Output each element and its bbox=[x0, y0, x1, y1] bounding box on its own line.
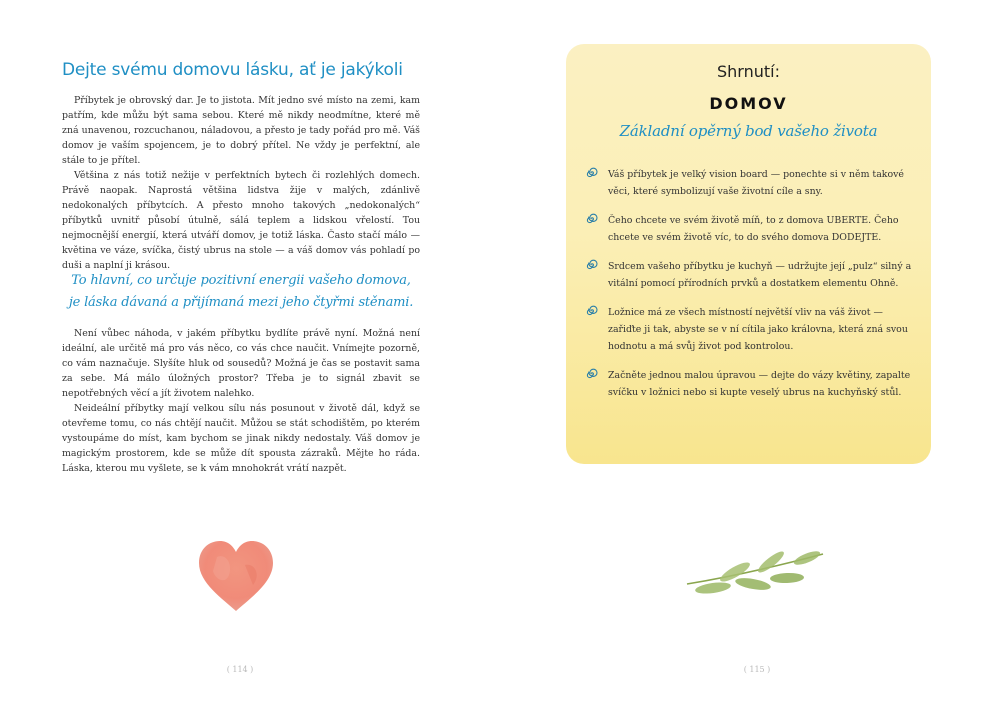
summary-item bbox=[584, 212, 919, 246]
summary-item-text: Začněte jednou malou úpravou — dejte do vázy květiny, zapalte svíčku v ložnici nebo si kupte veselý ubrus na kuchyňský stůl. bbox=[608, 370, 911, 398]
page-number: ( 114 ) bbox=[226, 665, 254, 674]
summary-item-text: Ložnice má ze všech místností největší vliv na váš život — zařiďte ji tak, abyste se v ní cítila jako královna, která zná svou hodnotu a má svůj život pod kontrolou. bbox=[608, 307, 908, 352]
summary-item-text: Čeho chcete ve svém životě míň, to z domova UBERTE. Čeho chcete ve svém životě víc, to do svého domova DODEJTE. bbox=[608, 215, 899, 243]
paragraph: Neideální příbytky mají velkou sílu nás posunout v životě dál, když se otevřeme tomu, co nás chtějí naučit. Můžou se stát schodištěm, po kterém vystoupáme do míst, kam bychom se jinak nikdy nedostaly. Váš domov je magickým prostorem, kde se může dít spousta zázraků. Mějte ho ráda. Láska, kterou mu vyšlete, se k vám mnohokrát vrátí nazpět. bbox=[62, 403, 420, 474]
page-number: ( 115 ) bbox=[743, 665, 771, 674]
spiral-icon bbox=[584, 367, 598, 381]
body-text-top bbox=[62, 93, 420, 273]
olive-branch-icon bbox=[683, 548, 828, 606]
summary-title: Shrnutí: bbox=[717, 62, 780, 81]
right-page bbox=[500, 0, 1000, 706]
pull-quote-line: To hlavní, co určuje pozitivní energii vašeho domova, bbox=[71, 273, 411, 288]
summary-subtitle: DOMOV bbox=[709, 94, 788, 113]
summary-item bbox=[584, 258, 919, 292]
pull-quote-line: je láska dávaná a přijímaná mezi jeho čtyřmi stěnami. bbox=[68, 295, 414, 310]
summary-item bbox=[584, 166, 919, 200]
summary-item-text: Váš příbytek je velký vision board — ponechte si v něm takové věci, které symbolizují vaše životní cíle a sny. bbox=[608, 169, 904, 197]
chapter-heading: Dejte svému domovu lásku, ať je jakýkoli bbox=[62, 60, 403, 80]
spiral-icon bbox=[584, 212, 598, 226]
summary-list bbox=[584, 166, 919, 401]
spiral-icon bbox=[584, 258, 598, 272]
paragraph: Většina z nás totiž nežije v perfektních bytech či rozlehlých domech. Právě naopak. Naprostá většina lidstva žije v malých, zdánlivě nedokonalých příbytcích. A přesto mnoho takových „nedokonalých“ příbytků uvnitř působí útulně, sálá teplem a lidskou vřelostí. Tou nejmocnější energií, která utváří domov, je totiž láska. Často stačí málo — květina ve váze, svíčka, čistý ubrus na stole — a váš domov vás pohladí po duši a naplní ji krásou. bbox=[62, 170, 420, 271]
summary-item-text: Srdcem vašeho příbytku je kuchyň — udržujte její „pulz“ silný a vitální pomocí přírodních prvků a dostatkem elementu Ohně. bbox=[608, 261, 912, 289]
watercolor-heart-icon bbox=[195, 535, 277, 615]
spiral-icon bbox=[584, 304, 598, 318]
summary-item bbox=[584, 367, 919, 401]
body-text-bottom bbox=[62, 326, 420, 476]
summary-tagline: Základní opěrný bod vašeho života bbox=[619, 122, 878, 140]
paragraph: Příbytek je obrovský dar. Je to jistota. Mít jedno své místo na zemi, kam patřím, kde můžu být sama sebou. Které mě nikdy neodmítne, které mě zná unavenou, rozcuchanou, náladovou, a přesto je tady pořád pro mě. Váš domov je vaším spojencem, je to dobrý přítel. Ne vždy je perfektní, ale stále to je přítel. bbox=[62, 95, 420, 166]
spiral-icon bbox=[584, 166, 598, 180]
paragraph: Není vůbec náhoda, v jakém příbytku bydlíte právě nyní. Možná není ideální, ale určitě má pro vás něco, co vás chce naučit. Vnímejte pozorně, co vám naznačuje. Slyšíte hluk od sousedů? Možná je čas se postavit sama za sebe. Má málo úložných prostor? Třeba je to signál zbavit se nepotřebných věcí a jít životem nalehko. bbox=[62, 328, 420, 399]
summary-box bbox=[566, 44, 931, 464]
summary-item bbox=[584, 304, 919, 355]
pull-quote bbox=[62, 270, 420, 314]
